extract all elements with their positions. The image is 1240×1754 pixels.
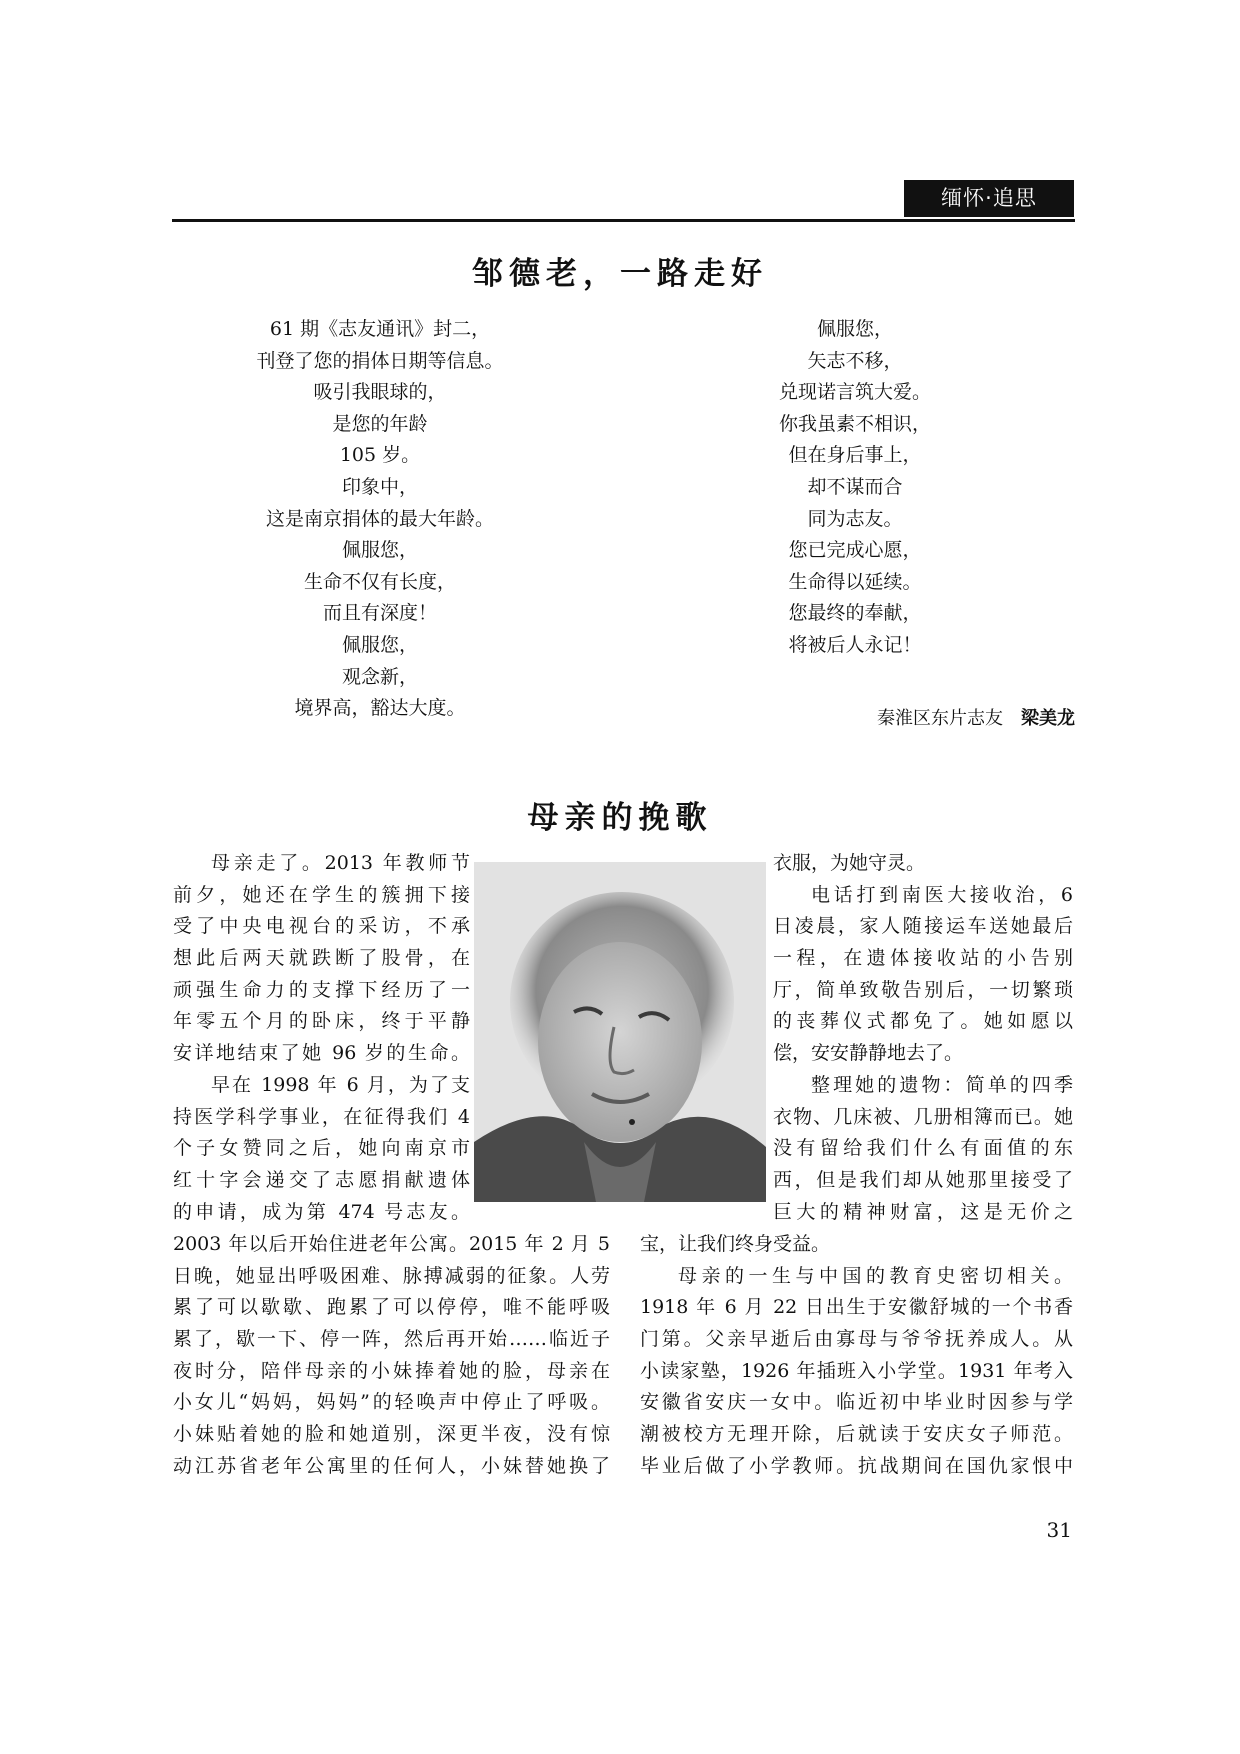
text-line: 受了中央电视台的采访，不承 bbox=[173, 915, 470, 938]
poem-line: 您已完成心愿， bbox=[788, 539, 922, 562]
poem-line: 您最终的奉献， bbox=[788, 602, 922, 625]
text-line: 偿，安安静静地去了。 bbox=[773, 1042, 964, 1065]
text-line: 西，但是我们却从她那里接受了 bbox=[773, 1168, 1073, 1191]
text-line: 日凌晨，家人随接运车送她最后 bbox=[773, 915, 1073, 938]
article-column-c bbox=[173, 1229, 610, 1483]
text-line: 潮被校方无理开除，后就读于安庆女子师范。 bbox=[640, 1423, 1073, 1446]
text-line: 安徽省安庆一女中。临近初中毕业时因参与学 bbox=[640, 1391, 1073, 1414]
text-line: 整理她的遗物：简单的四季 bbox=[811, 1073, 1073, 1096]
signature-affiliation: 秦淮区东片志友 bbox=[877, 708, 1003, 729]
text-line: 早在 1998 年 6 月，为了支 bbox=[211, 1073, 470, 1096]
poem-right-column bbox=[740, 314, 970, 662]
text-line: 母亲的一生与中国的教育史密切相关。 bbox=[678, 1264, 1073, 1287]
text-line: 夜时分，陪伴母亲的小妹捧着她的脸，母亲在 bbox=[173, 1359, 610, 1382]
poem-line: 这是南京捐体的最大年龄。 bbox=[265, 507, 494, 530]
header-rule bbox=[172, 219, 1075, 222]
poem-signature bbox=[780, 704, 1075, 730]
signature-author: 梁美龙 bbox=[1021, 708, 1075, 729]
text-line: 安详地结束了她 96 岁的生命。 bbox=[173, 1042, 470, 1065]
text-line: 累了可以歇歇、跑累了可以停停，唯不能呼吸 bbox=[173, 1296, 610, 1319]
text-line: 的申请，成为第 474 号志友。 bbox=[173, 1200, 470, 1223]
text-line: 门第。父亲早逝后由寡母与爷爷抚养成人。从 bbox=[640, 1328, 1073, 1351]
poem-line: 印象中， bbox=[341, 475, 418, 498]
text-line: 顽强生命力的支撑下经历了一 bbox=[173, 978, 470, 1001]
text-line: 前夕，她还在学生的簇拥下接 bbox=[173, 883, 470, 906]
article-column-d bbox=[640, 1229, 1073, 1483]
poem-line: 佩服您， bbox=[341, 633, 418, 656]
poem-line: 是您的年龄 bbox=[332, 412, 428, 435]
poem-left-column bbox=[230, 314, 530, 725]
text-line: 一程，在遗体接收站的小告别 bbox=[773, 947, 1073, 970]
poem-line: 61 期《志友通讯》封二， bbox=[269, 318, 491, 340]
text-line: 动江苏省老年公寓里的任何人，小妹替她换了 bbox=[173, 1454, 610, 1477]
poem-line: 105 岁。 bbox=[339, 444, 421, 467]
text-line: 小妹贴着她的脸和她道别，深更半夜，没有惊 bbox=[173, 1423, 610, 1446]
poem-line: 兑现诺言筑大爱。 bbox=[778, 381, 931, 404]
article-column-a bbox=[173, 848, 470, 1228]
text-line: 红十字会递交了志愿捐献遗体 bbox=[173, 1168, 470, 1191]
text-line: 的丧葬仪式都免了。她如愿以 bbox=[773, 1010, 1073, 1033]
article-title: 母亲的挽歌 bbox=[527, 800, 713, 836]
section-tag: 缅怀·追思 bbox=[904, 180, 1074, 217]
poem-line: 佩服您， bbox=[341, 539, 418, 562]
poem-line: 吸引我眼球的， bbox=[313, 381, 447, 404]
poem-line: 而且有深度！ bbox=[322, 602, 437, 625]
poem-line: 将被后人永记！ bbox=[788, 633, 922, 656]
text-line: 持医学科学事业，在征得我们 4 bbox=[173, 1105, 470, 1128]
text-line: 衣服，为她守灵。 bbox=[773, 852, 926, 874]
poem-title: 邹德老，一路走好 bbox=[472, 256, 768, 292]
text-line: 个子女赞同之后，她向南京市 bbox=[173, 1137, 470, 1160]
poem-line: 却不谋而合 bbox=[807, 475, 903, 498]
text-line: 毕业后做了小学教师。抗战期间在国仇家恨中 bbox=[640, 1454, 1073, 1477]
poem-line: 生命不仅有长度， bbox=[303, 570, 456, 593]
portrait-photo bbox=[474, 862, 766, 1202]
poem-line: 但在身后事上， bbox=[788, 444, 922, 467]
text-line: 小读家塾，1926 年插班入小学堂。1931 年考入 bbox=[640, 1359, 1073, 1382]
poem-line: 刊登了您的捐体日期等信息。 bbox=[256, 349, 504, 372]
text-line: 累了，歇一下、停一阵，然后再开始……临近子 bbox=[173, 1328, 610, 1351]
text-line: 没有留给我们什么有面值的东 bbox=[773, 1137, 1073, 1160]
text-line: 母亲走了。2013 年教师节 bbox=[211, 852, 470, 874]
text-line: 2003 年以后开始住进老年公寓。2015 年 2 月 5 bbox=[173, 1233, 610, 1255]
poem-line: 矢志不移， bbox=[807, 349, 903, 372]
text-line: 厅，简单致敬告别后，一切繁琐 bbox=[773, 978, 1073, 1001]
text-line: 日晚，她显出呼吸困难、脉搏减弱的征象。人劳 bbox=[173, 1264, 610, 1287]
text-line: 想此后两天就跌断了股骨，在 bbox=[173, 947, 470, 970]
portrait-illustration bbox=[474, 862, 766, 1202]
text-line: 电话打到南医大接收治，6 bbox=[811, 883, 1073, 906]
poem-line: 境界高，豁达大度。 bbox=[294, 697, 466, 720]
article-column-b bbox=[773, 848, 1073, 1228]
poem-line: 佩服您， bbox=[816, 318, 893, 340]
poem-line: 你我虽素不相识， bbox=[778, 412, 931, 435]
text-line: 年零五个月的卧床，终于平静 bbox=[173, 1010, 470, 1033]
text-line: 巨大的精神财富，这是无价之 bbox=[773, 1200, 1073, 1223]
text-line: 宝，让我们终身受益。 bbox=[640, 1233, 831, 1255]
poem-line: 观念新， bbox=[341, 665, 418, 688]
page-number: 31 bbox=[1046, 1518, 1072, 1542]
poem-line: 生命得以延续。 bbox=[788, 570, 922, 593]
text-line: 1918 年 6 月 22 日出生于安徽舒城的一个书香 bbox=[640, 1296, 1073, 1319]
text-line: 小女儿“妈妈，妈妈”的轻唤声中停止了呼吸。 bbox=[173, 1391, 610, 1414]
text-line: 衣物、几床被、几册相簿而已。她 bbox=[773, 1105, 1073, 1128]
poem-line: 同为志友。 bbox=[807, 507, 903, 530]
